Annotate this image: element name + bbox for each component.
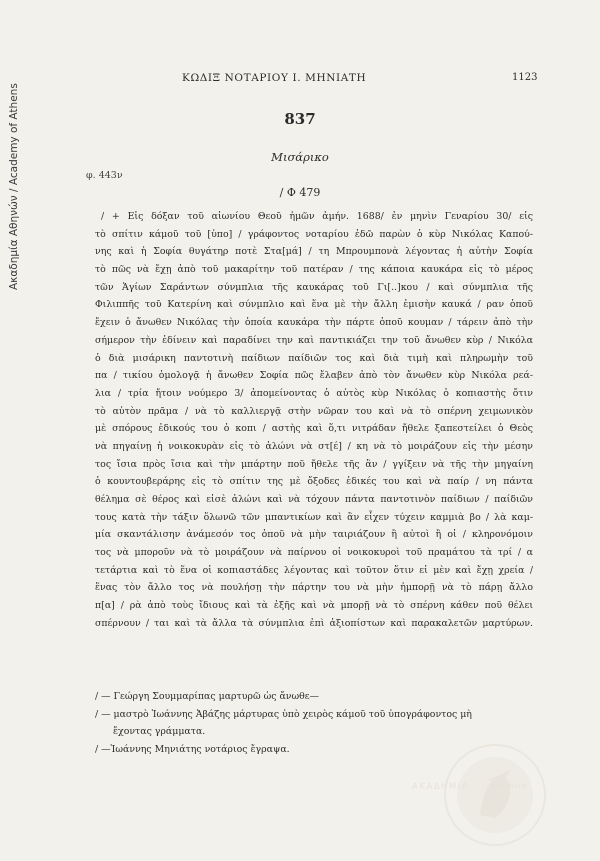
body-line: τὸ σπίτιν κάμοῦ τοῦ [ὑπο] / γράφοντος νοταρίου ἐδῶ παρὼν ὁ κὺρ Νικόλας Καπού- xyxy=(95,228,533,240)
seal-text: ΑΚΑΔΗΜΙΑ xyxy=(412,782,470,792)
body-line: νης καὶ ἡ Σοφία θυγάτηρ ποτὲ Στα[μά] / τη Μπρουμπονὰ λέγοντας ἡ αὐτὴν Σοφία xyxy=(95,246,533,258)
academy-seal-icon xyxy=(440,740,550,850)
body-line: μία σκαντάλισην ἀνάμεσόν τος ὁποῦ νὰ μὴν ταιριάζουν ἢ αὐτοὶ ἢ οἱ / κληρονόμοιν xyxy=(95,529,533,541)
body-line: νὰ πηγαίνῃ ἡ νοικοκυρὰν εἰς τὸ ἀλώνι νὰ στ[έ] / κη νὰ τὸ μοιράζουν εἰς τὴν μέσην xyxy=(95,440,533,452)
signature-line: / —Ἰωάννης Μηνιάτης νοτάριος ἔγραψα. xyxy=(95,744,290,756)
signature-line: / — Γεώργη Σουμμαρίπας μαρτυρῶ ὡς ἄνωθε— xyxy=(95,691,319,702)
body-line: θέλημα σὲ θέρος καὶ εἰσὲ ἀλώνι καὶ νὰ τόχουν πάντα παντοτινὸν παίδιων / παίδιῶν xyxy=(95,494,533,505)
body-line: / + Εἰς δόξαν τοῦ αἰωνίου Θεοῦ ἡμῶν ἀμήν. 1688/ ἐν μηνὶν Γεναρίου 30/ εἰς xyxy=(101,211,533,222)
body-line: τῶν Ἁγίων Σαράντων σύνμπλια τῆς καυκάρας τοῦ Γι[..]κου / καὶ σύνμπλια τῆς xyxy=(95,281,533,293)
body-line: Φιλιππῆς τοῦ Κατερίνη καὶ σύνμπλιο καὶ ἕνα μὲ τὴν ἄλλη ἐμισὴν καυκά / ραν ὁποῦ xyxy=(95,299,533,311)
folio-reference: / Φ 479 xyxy=(279,186,321,199)
folio-margin-note: φ. 443ν xyxy=(86,170,123,181)
signature-line: / — μαστρὸ Ἰωάννης Ἀβάζης μάρτυρας ὑπὸ χειρὸς κάμοῦ τοῦ ὑπογράφοντος μὴ xyxy=(95,708,472,720)
body-line: τὸ αὐτὸν πρᾶμα / νὰ τὸ καλλιεργᾷ στὴν νῶραν του καὶ νὰ τὸ σπέρνη χειμωνικὸν xyxy=(95,405,533,417)
body-line: μὲ σπόρους ἐδικούς του ὁ κοπι / αστὴς καὶ ὅ,τι νιτράδαν ἤθελε ξαπεστείλει ὁ Θεὸς xyxy=(95,423,533,435)
document-title: Μισάρικο xyxy=(271,150,329,164)
body-line: π[α] / ρὰ ἀπὸ τοὺς ἴδιους καὶ τὰ ἐξῆς καὶ νὰ μπορῇ νὰ τὸ σπέρνη κάθεν ποῦ θέλει xyxy=(95,600,533,612)
page-number: 1123 xyxy=(512,72,538,83)
document-body xyxy=(95,208,533,633)
body-line: ὁ κουντουβεράρης εἰς τὸ σπίτιν της μὲ ὄξοδες ἐδικές του καὶ νὰ παίρ / νη πάντα xyxy=(95,476,533,488)
running-head: ΚΩΔΙΞ ΝΟΤΑΡΙΟΥ Ι. ΜΗΝΙΑΤΗ xyxy=(182,72,367,84)
body-line: τους κατὰ τὴν τάξιν ὅλωνῶ τῶν μπαντικίων καὶ ἂν εἶχεν τύχειν καμμιὰ βο / λὰ καμ- xyxy=(95,511,533,523)
body-line: τὸ πῶς νὰ ἔχῃ ἀπὸ τοῦ μακαρίτην τοῦ πατέραν / της κάποια καυκάρα εἰς τὸ μέρος xyxy=(95,264,533,276)
body-line: πα / τικίου ὁμολογᾷ ἡ ἄνωθεν Σοφία πῶς ἔλαβεν ἀπὸ τὸν ἄνωθεν κὺρ Νικόλα ρεά- xyxy=(95,370,533,382)
body-line: σπέρνουν / ται καὶ τὰ ἄλλα τὰ σύνμπλια ἐπὶ ἀξιοπίστων καὶ παρακαλετῶν μαρτύρων. xyxy=(95,617,533,629)
body-line: λια / τρία ἤτοιν νούμερο 3/ ἀπομείνοντας ὁ αὐτὸς κὺρ Νικόλας ὁ κοπιαστὴς ὄτιν xyxy=(95,387,533,399)
body-line: τετάρτια καὶ τὸ ἕνα οἱ κοπιαστάδες λέγοντας καὶ τοῦτον ὅτιν εἰ μὲν καὶ ἔχῃ χρεία / xyxy=(95,564,533,576)
body-line: τος ἴσια πρὸς ἴσια καὶ τὴν μπάρτην ποῦ ἤθελε τῆς ἂν / γγίξειν νὰ τῆς τὴν μηγαίνη xyxy=(95,458,533,470)
body-line: ὁ διὰ μισάρικη παντοτινὴ παίδιων παίδιῶν τος καὶ διὰ τιμὴ καὶ πληρωμὴν τοῦ xyxy=(95,352,533,364)
body-line: ἕνας τὸν ἄλλο τος νὰ πουλήσῃ τὴν πάρτην του νὰ μὴν ἠμπορῇ νὰ τὸ πάρῃ ἄλλο xyxy=(95,582,533,594)
body-line: τος νὰ μποροῦν νὰ τὸ μοιράζουν νὰ παίρνου οἱ νοικοκυροὶ τοῦ πραμάτου τὰ τρί / α xyxy=(95,547,533,559)
body-line: ἔχειν ὁ ἄνωθεν Νικόλας τὴν ὁποία καυκάρα τὴν πάρτε ὁποῦ κουμαν / τάρειν ἀπὸ τὴν xyxy=(95,317,533,329)
seal-text-2: ΑΘΗΝΩΝ xyxy=(490,782,529,790)
academy-watermark-text: Ακαδημία Αθηνών / Academy of Athens xyxy=(8,83,20,290)
signature-line: ἔχοντας γράμματα. xyxy=(113,726,206,738)
document-number: 837 xyxy=(284,110,316,128)
body-line: σήμερον τὴν ἐδίνειν καὶ παραδίνει την καὶ παντικιάζει την τοῦ ἄνωθεν κὺρ / Νικόλα xyxy=(95,334,533,346)
